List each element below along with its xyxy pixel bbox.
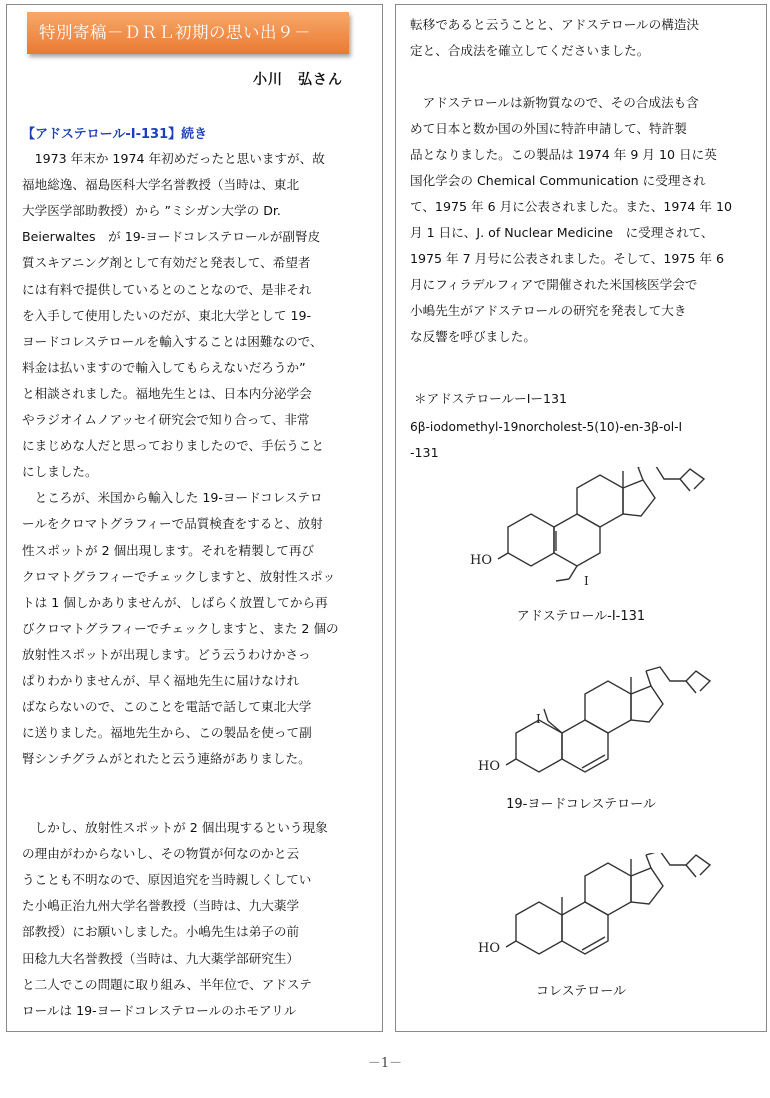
left-text-line: には有料で提供しているとのことなので、是非それ [22, 281, 312, 297]
ring-b [554, 514, 600, 566]
right-column [395, 4, 767, 1032]
left-column [6, 4, 383, 1032]
ring-c [577, 475, 623, 527]
left-text-line: に送りました。福地先生から、この製品を使って副 [22, 725, 312, 741]
cholesterol-structure-figure [476, 853, 716, 968]
right-text-line: 小嶋先生がアドステロールの研究を発表して大き [410, 303, 687, 318]
right-text-line: 定と、合成法を確立してくださいました。 [410, 43, 650, 58]
ring-b [562, 902, 608, 954]
left-text-line: ヨードコレステロールを輸入することは困難なので、 [22, 333, 323, 349]
compound-formula-line-1: 6β-iodomethyl-19norcholest-5(10)-en-3β-ol-I [410, 420, 683, 434]
hydroxyl-label: HO [478, 941, 500, 956]
left-text-line: 部教授）にお願いしました。小嶋先生は弟子の前 [22, 924, 300, 940]
right-text-line: 月にフィラデルフィアで開催された米国核医学会で [410, 277, 698, 292]
right-text-line: な反響を呼びました。 [410, 329, 536, 344]
adosterol-structure-figure [468, 467, 708, 592]
figure-caption-iodocholesterol: 19-ヨードコレステロール [506, 797, 656, 812]
iodine-label: I [584, 574, 589, 588]
ring-c [585, 681, 631, 733]
section-heading: 【アドステロール-I-131】続き [22, 127, 208, 142]
right-text-line: アドステロールは新物質なので、その合成法も含 [410, 95, 699, 110]
right-text-line: めて日本と数か国の外国に特許申請して、特許製 [410, 121, 687, 136]
left-text-line: た小嶋正治九州大学名誉教授（当時は、九大薬学 [22, 898, 300, 914]
left-text-line: を入手して使用したいのだが、東北大学として 19- [22, 307, 312, 323]
hydroxyl-label: HO [478, 759, 500, 774]
right-text-line: 月 1 日に、J. of Nuclear Medicine に受理されて、 [410, 225, 714, 240]
iodine-label: I [536, 712, 541, 726]
figure-caption-cholesterol: コレステロール [535, 984, 627, 999]
left-text-line: 1973 年末か 1974 年初めだったと思いますが、故 [22, 151, 325, 166]
left-text-line: 放射性スポットが出現します。どう云うわけかさっ [22, 646, 311, 662]
left-text-line: の理由がわからないし、その物質が何なのかと云 [22, 846, 300, 862]
compound-formula-line-2: -131 [410, 445, 439, 460]
left-text-line: ぱりわかりませんが、早く福地先生に届けなけれ [22, 673, 300, 688]
left-text-line: Beierwaltes が 19-ヨードコレステロールが副腎皮 [22, 229, 321, 245]
ring-c [585, 863, 631, 915]
left-text-line: と二人でこの問題に取り組み、半年位で、アドステ [22, 976, 312, 992]
right-text-line: 国化学会の Chemical Communication に受理され [410, 173, 706, 188]
article-title-banner: 特別寄稿－ＤＲＬ初期の思い出９－ [27, 12, 349, 54]
left-text-line: びクロマトグラフィーでチェックしますと、また 2 個の [22, 620, 339, 636]
page-number: －1－ [367, 1056, 403, 1071]
left-text-line: と相談されました。福地先生とは、日本内分泌学会 [22, 385, 312, 401]
ring-b [562, 720, 608, 772]
left-text-line: 田稔九大名誉教授（当時は、九大薬学部研究生） [22, 950, 300, 966]
ring-a [508, 514, 554, 566]
right-text-line: て、1975 年 6 月に公表されました。また、1974 年 10 [410, 199, 732, 214]
left-text-line: 腎シンチグラムがとれたと云う連絡がありました。 [22, 751, 311, 767]
right-text-line: 1975 年 7 月号に公表されました。そして、1975 年 6 [410, 251, 724, 266]
ring-d [631, 686, 663, 722]
ring-d [631, 868, 663, 904]
left-text-line: ロールは 19-ヨードコレステロールのホモアリル [22, 1002, 297, 1018]
right-text-line: 品となりました。この製品は 1974 年 9 月 10 日に英 [410, 147, 717, 162]
right-text-line: 転移であると云うことと、アドステロールの構造決 [410, 17, 700, 32]
left-text-line: にまじめな人だと思っておりましたので、手伝うこと [22, 438, 324, 454]
compound-name: ＊アドステロールーIー131 [414, 391, 568, 406]
left-text-line: ところが、米国から輸入した 19-ヨードコレステロ [22, 490, 323, 506]
left-text-line: 大学医学部助教授）から ”ミシガン大学の Dr. [22, 203, 281, 219]
ring-a [516, 902, 562, 954]
iodocholesterol-structure-figure [476, 663, 716, 788]
left-text-line: ばならないので、このことを電話で話して東北大学 [22, 699, 312, 715]
left-text-line: にしました。 [22, 464, 98, 480]
left-text-line: クロマトグラフィーでチェックしますと、放射性スポッ [22, 568, 336, 584]
left-text-line: 性スポットが 2 個出現します。それを精製して再び [22, 542, 315, 558]
author-name: 小川 弘さん [253, 72, 343, 88]
left-text-line: やラジオイムノアッセイ研究会で知り合って、非常 [22, 412, 310, 427]
figure-caption-adosterol: アドステロール-I-131 [516, 609, 646, 624]
left-text-line: ールをクロマトグラフィーで品質検査をすると、放射 [22, 516, 323, 532]
left-text-line: うことも不明なので、原因追究を当時親しくしてい [22, 872, 312, 888]
left-text-line: しかし、放射性スポットが 2 個出現するという現象 [22, 820, 328, 835]
ring-d [623, 480, 655, 516]
hydroxyl-label: HO [470, 553, 492, 568]
left-text-line: トは 1 個しかありませんが、しばらく放置してから再 [22, 594, 328, 610]
left-text-line: 福地総逸、福島医科大学名誉教授（当時は、東北 [22, 177, 300, 193]
left-text-line: 質スキアニング剤として有効だと発表して、希望者 [22, 255, 311, 271]
left-text-line: 料金は払いますので輸入してもらえないだろうか” [22, 359, 306, 375]
